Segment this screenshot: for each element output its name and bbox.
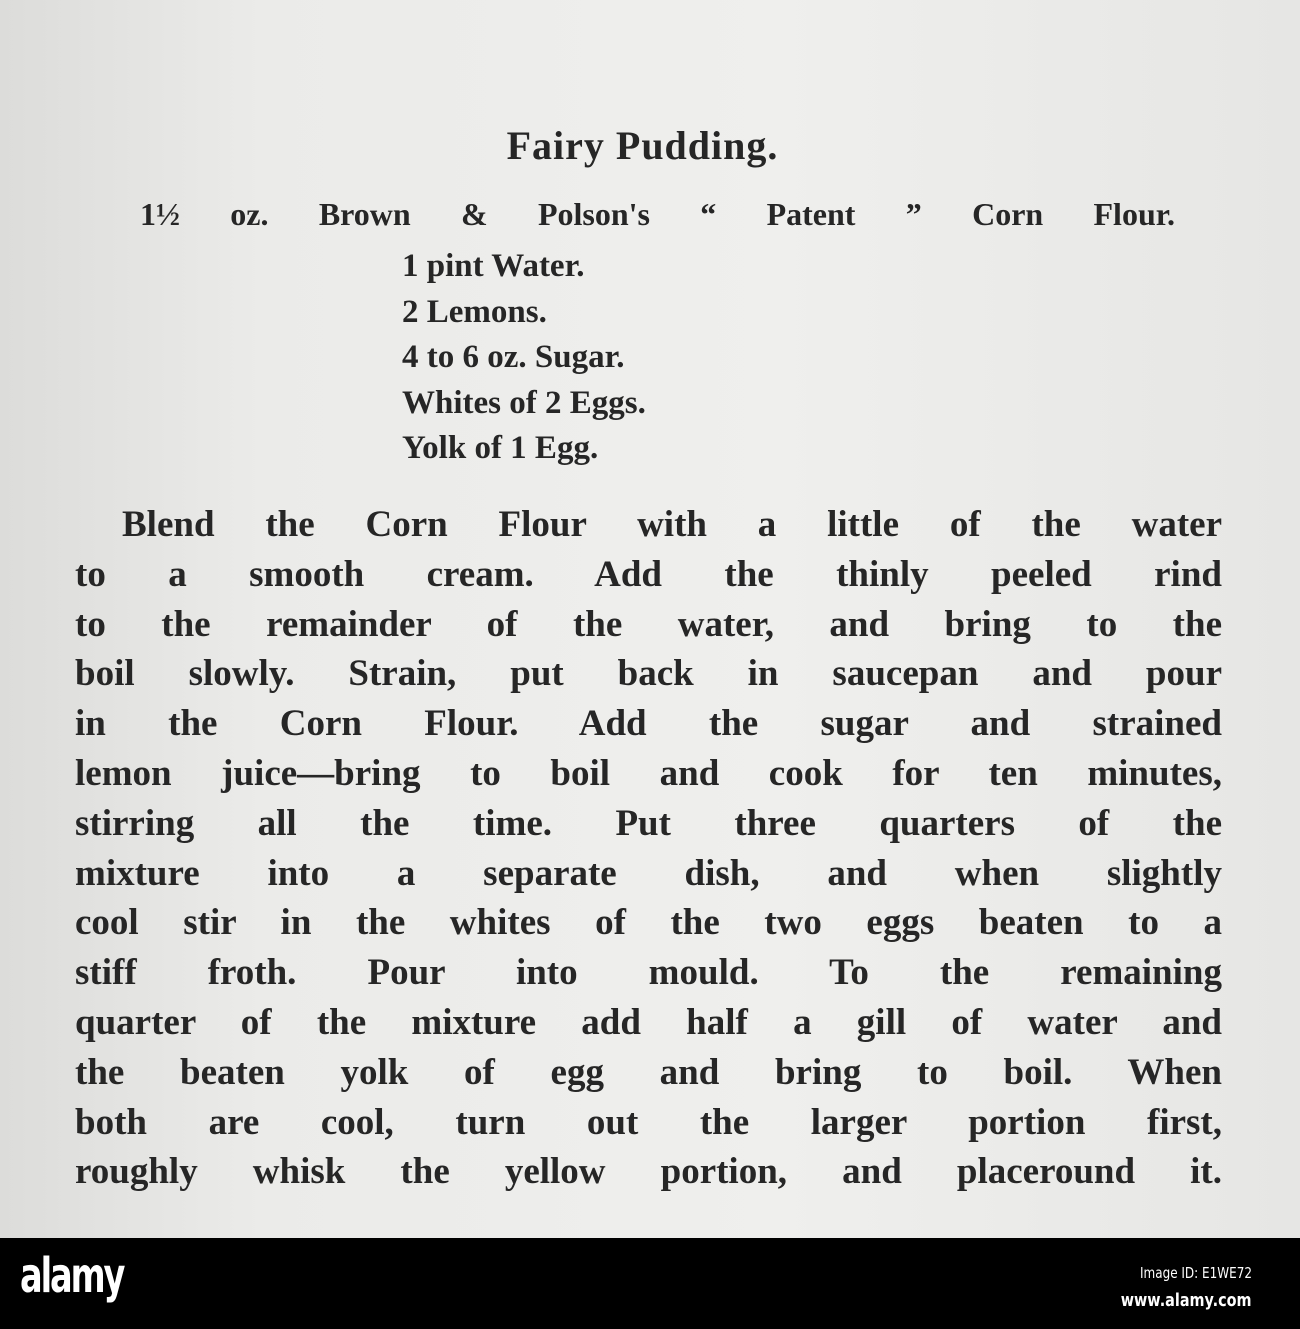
method-paragraph xyxy=(75,500,1222,1197)
recipe-title: Fairy Pudding. xyxy=(506,123,779,168)
ingredient-item: 1 pint Water. xyxy=(402,248,585,284)
method-line: to a smooth cream. Add the thinly peeled rind xyxy=(75,553,1222,595)
ingredient-item: Yolk of 1 Egg. xyxy=(402,430,599,466)
method-line: stirring all the time. Put three quarters of the xyxy=(75,802,1222,844)
method-line: mixture into a separate dish, and when slightly xyxy=(75,852,1222,894)
method-line: stiff froth. Pour into mould. To the remaining xyxy=(75,952,1222,994)
method-line: quarter of the mixture add half a gill of water and xyxy=(75,1001,1222,1043)
watermark-footer xyxy=(0,1238,1300,1329)
image-id: Image ID: E1WE72 xyxy=(1140,1264,1252,1282)
method-line: the beaten yolk of egg and bring to boil. When xyxy=(75,1051,1222,1093)
method-line: Blend the Corn Flour with a little of the water xyxy=(122,504,1222,545)
ingredient-item: 4 to 6 oz. Sugar. xyxy=(402,339,625,375)
ingredient-list xyxy=(402,244,646,472)
website-link: www.alamy.com xyxy=(1121,1290,1252,1311)
method-line: in the Corn Flour. Add the sugar and strained xyxy=(75,703,1222,745)
method-line: cool stir in the whites of the two eggs beaten to a xyxy=(75,902,1222,944)
alamy-logo: alamy xyxy=(20,1248,124,1304)
method-line: lemon juice—bring to boil and cook for ten minutes, xyxy=(75,752,1222,794)
method-line: to the remainder of the water, and bring to the xyxy=(75,603,1222,645)
ingredient-item: Whites of 2 Eggs. xyxy=(402,384,646,421)
method-line: both are cool, turn out the larger portion first, xyxy=(75,1101,1222,1143)
ingredient-main: 1½ oz. Brown & Polson's “ Patent ” Corn Flour. xyxy=(140,196,1175,232)
method-line: roughly whisk the yellow portion, and placeround it. xyxy=(75,1151,1222,1193)
method-line: boil slowly. Strain, put back in saucepan and pour xyxy=(75,653,1222,695)
ingredient-item: 2 Lemons. xyxy=(402,293,547,330)
